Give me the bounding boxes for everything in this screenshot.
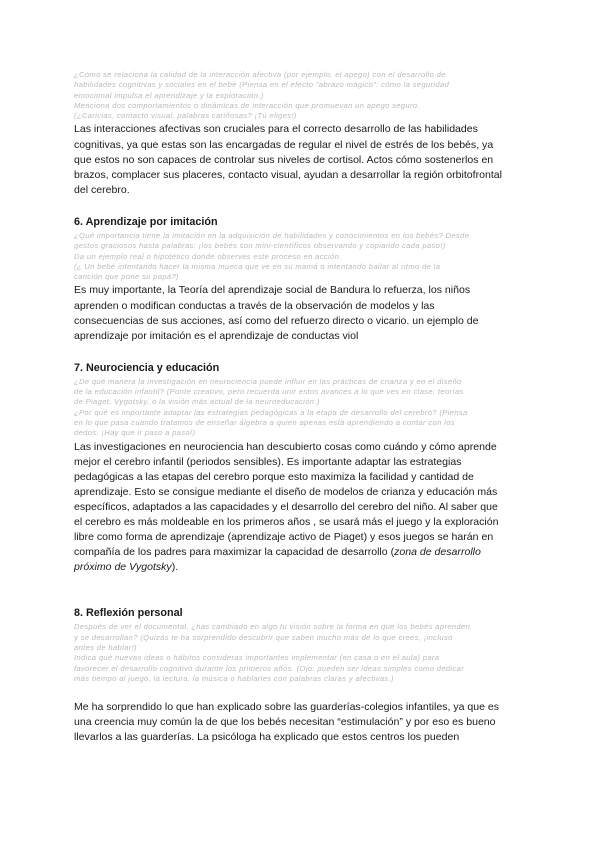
prompt-line: de la educación infantil? (Ponte creativo, pero recuerda unir estos avances a lo que ves en clase: teorías (74, 387, 464, 397)
section-8-answer (74, 700, 529, 745)
prompt-line: ¿Cómo se relaciona la calidad de la interacción afectiva (por ejemplo, el apego) con el desarrollo de (74, 70, 446, 79)
section-6-heading: 6. Aprendizaje por imitación (74, 215, 218, 228)
section-7-prompt (74, 377, 529, 439)
answer-italic-text: próximo de Vygotsky (74, 561, 172, 574)
document-content (74, 70, 529, 746)
answer-text: compañía de los padres para maximizar la capacidad de desarrollo ( (74, 546, 395, 559)
section-8-heading: 8. Reflexión personal (74, 607, 183, 620)
answer-line: el cerebro es más moldeable en los primeros años , se usará más el juego y la exploración (74, 516, 499, 529)
section-5-prompt (74, 70, 529, 121)
answer-text: ). (171, 561, 179, 574)
answer-line: que estos no son capaces de controlar sus niveles de cortisol. Actos cómo sostenerlos en (74, 153, 494, 166)
prompt-line: ¿De qué manera la investigación en neurociencia puede influir en las prácticas de crianza y en el diseño (74, 376, 462, 386)
answer-line: aprendizaje por imitación es el aprendizaje de conductas viol (74, 329, 359, 342)
section-6-answer (74, 283, 529, 343)
prompt-line: y se desarrollan? (Quizás te ha sorprendido descubrir que saben mucho más de lo que crees, ¡incluso (74, 632, 453, 642)
answer-line: del cerebro. (74, 183, 130, 196)
prompt-line: habilidades cognitivas y sociales en el bebé (Piensa en el efecto "abrazo mágico": cómo la seguridad (74, 80, 450, 90)
section-7-answer (74, 440, 529, 576)
answer-line: consecuencias de sus acciones, así como del refuerzo directo o vicario. un ejemplo de (74, 314, 479, 327)
section-7-heading: 7. Neurociencia y educación (74, 361, 220, 374)
answer-line: Me ha sorprendido lo que han explicado sobre las guarderías-colegios infantiles, ya que es (74, 701, 500, 714)
section-8-prompt (74, 622, 529, 684)
answer-line-mixed (74, 560, 529, 575)
prompt-line: favorecer el desarrollo cognitivo durante los primeros años. (Ojo: pueden ser ideas simples como dedicar (74, 663, 465, 673)
answer-line: Las investigaciones en neurociencia han descubierto cosas como cuándo y cómo aprende (74, 440, 497, 453)
answer-line: brazos, complacer sus placeres, contacto visual, ayudan a desarrollar la región orbitofrontal (74, 168, 502, 181)
prompt-line: antes de hablar!) (74, 643, 137, 653)
prompt-line: de Piaget, Vygotsky, o la visión más actual de la neuroeducación.) (74, 397, 320, 407)
answer-line-mixed (74, 545, 529, 560)
prompt-line: más tiempo al juego, la lectura, la música o hablarles con palabras claras y afectivas.) (74, 673, 394, 683)
prompt-line: ¿Por qué es importante adaptar las estrategias pedagógicas a la etapa de desarrollo del cerebro? (Piensa (74, 407, 468, 417)
answer-line: específicos, adaptados a las capacidades y el desarrollo del cerebro del niño. Al saber que (74, 500, 498, 513)
prompt-line: emocional impulsa el aprendizaje y la exploración.) (74, 90, 264, 100)
prompt-line: (¿Caricias, contacto visual, palabras cariñosas? ¡Tú eliges!) (74, 111, 297, 121)
prompt-line: (¿ Un bebé intentando hacer la misma mueca que ve en su mamá o intentando bailar al ritmo de la (74, 261, 441, 271)
answer-line: aprendizaje. Esto se consigue mediante el diseño de modelos de crianza y educación más (74, 485, 498, 498)
answer-line: llevarlos a las guarderías. La psicóloga ha explicado que estos centros los pueden (74, 731, 460, 744)
answer-line: Es muy importante, la Teoría del aprendizaje social de Bandura lo refuerza, los niños (74, 284, 471, 297)
answer-line: libre como forma de aprendizaje (aprendizaje activo de Piaget) y esos juegos se harán en (74, 531, 494, 544)
prompt-line: Da un ejemplo real o hipotético donde observes este proceso en acción. (74, 251, 342, 261)
answer-line: cognitivas, ya que estas son las encargadas de regular el nivel de estrés de los bebés, ya (74, 138, 494, 151)
prompt-line: gestos graciosos hasta palabras: ¡los bebés son mini-científicos observando y copiando cada paso!) (74, 241, 446, 251)
answer-line: mejor el cerebro infantil (periodos sensibles). Es importante adaptar las estrategias (74, 455, 462, 468)
answer-line: Las interacciones afectivas son cruciales para el correcto desarrollo de las habilidades (74, 123, 478, 136)
prompt-line: Indica qué nuevas ideas o hábitos consideras importantes implementar (en casa o en el aula) para (74, 653, 440, 663)
prompt-line: ¿Qué importancia tiene la imitación en la adquisición de habilidades y conocimientos en los bebés? Desde (74, 230, 470, 240)
answer-line: una creencia muy común la de que los bebés necesitan “estimulación” y por eso es bueno (74, 716, 496, 729)
answer-line: aprenden o modifican conductas a través de la observación de modelos y las (74, 299, 435, 312)
answer-italic-text: zona de desarrollo (394, 546, 481, 559)
prompt-line: canción que pone su papá?) (74, 272, 179, 282)
answer-line: pedagógicas a las etapas del cerebro porque esto maximiza la facilidad y cantidad de (74, 470, 474, 483)
prompt-line: Después de ver el documental, ¿has cambiado en algo tu visión sobre la forma en que los bebés aprenden (74, 622, 471, 632)
prompt-line: Menciona dos comportamientos o dinámicas de interacción que promuevan un apego seguro. (74, 100, 420, 110)
prompt-line: en lo que pasa cuando tratamos de enseñar álgebra a quien apenas está aprendiendo a contar con los (74, 418, 455, 427)
section-5-answer (74, 122, 529, 197)
section-6-prompt (74, 231, 529, 282)
prompt-line: dedos. ¡Hay que ir paso a paso!) (74, 428, 196, 438)
